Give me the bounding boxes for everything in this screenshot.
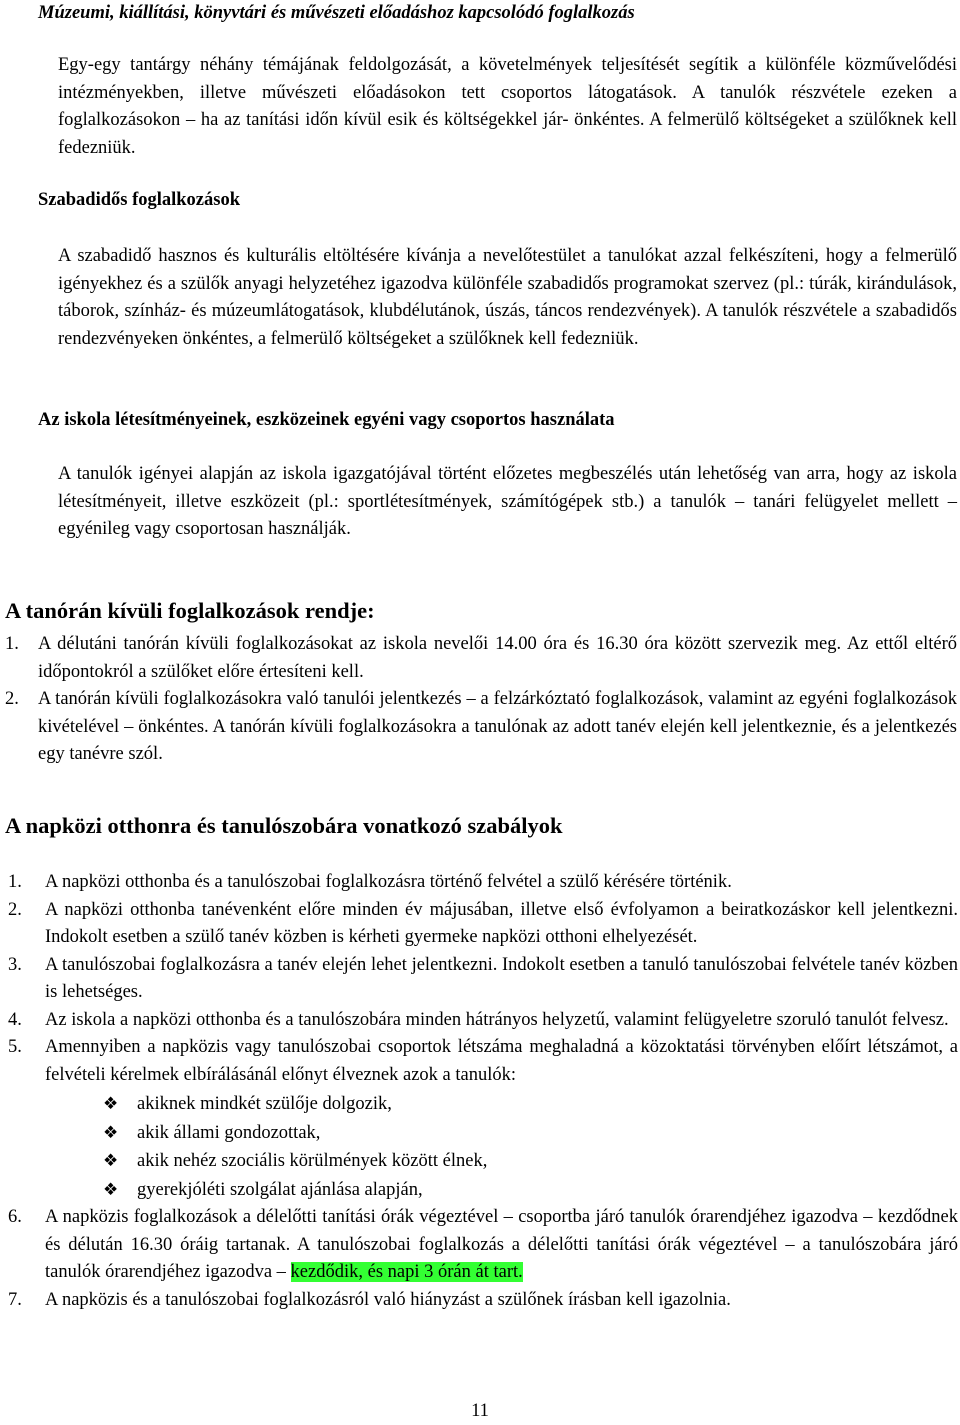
list-item-number: 1. [8, 872, 22, 892]
section-heading-facilities: Az iskola létesítményeinek, eszközeinek egyéni vagy csoportos használata [38, 410, 615, 430]
list-item [5, 631, 957, 686]
bullet-item [103, 1119, 958, 1148]
list-item-text: A napközis foglalkozások a délelőtti tanítási órák végeztével – csoportba járó tanulók órarendjéhez igazodva – kezdődnek és délután 16.30 óráig tartanak. A tanulószobai foglalkozás a délelőtti tanítási órák végeztével – a tanulószobára járó tanulók órarendjéhez igazodva – [45, 1207, 958, 1282]
diamond-bullet-icon: ❖ [103, 1122, 119, 1142]
list-item-text: Az iskola a napközi otthonba és a tanulószobára minden hátrányos helyzetű, valamint felügyeletre szoruló tanulót felvesz. [45, 1009, 949, 1030]
list-item-text: A tanulószobai foglalkozásra a tanév elején lehet jelentkezni. Indokolt esetben a tanuló tanulószobai felvétele tanév közben is lehetséges. [45, 954, 958, 1002]
list-item-text: A tanórán kívüli foglalkozásokra való tanulói jelentkezés – a felzárkóztató foglalkozások, valamint az egyéni foglalkozások kivételével – önkéntes. A tanórán kívüli foglalkozásokra a tanulónak az adott tanév elején kell jelentkeznie, és a jelentkezés egy tanévre szól. [38, 689, 957, 764]
list-item [5, 686, 957, 769]
list-item [8, 869, 958, 897]
list-item-number: 3. [8, 954, 22, 975]
list-item [8, 1007, 958, 1035]
section-heading-daycare: A napközi otthonra és tanulószobára vonatkozó szabályok [5, 813, 563, 838]
bullet-item [103, 1090, 958, 1119]
list-item-number: 4. [8, 1009, 22, 1030]
list-item-text: A délutáni tanórán kívüli foglalkozásokat az iskola nevelői 14.00 óra és 16.30 óra között szervezik meg. Az ettől eltérő időpontokról a szülőket előre értesíteni kell. [38, 634, 957, 682]
list-item-number: 5. [8, 1037, 22, 1057]
diamond-bullet-icon: ❖ [103, 1151, 119, 1170]
list-item-number: 2. [5, 689, 19, 709]
list-item [8, 897, 958, 952]
bullet-item [103, 1147, 958, 1176]
bullet-text: akiknek mindkét szülője dolgozik, [137, 1094, 392, 1114]
list-item-number: 6. [8, 1207, 22, 1227]
section-heading-free-time: Szabadidős foglalkozások [38, 190, 241, 210]
list-item [8, 1204, 958, 1287]
list-item-number: 7. [8, 1289, 22, 1310]
list-item-text: A napközi otthonba tanévenként előre minden év májusában, illetve első évfolyamon a beiratkozáskor kell jelentkezni. Indokolt esetben a szülő tanév közben is kérheti gyermeke napközi otthoni elhelyezését. [45, 899, 958, 947]
section-heading-order: A tanórán kívüli foglalkozások rendje: [5, 598, 375, 623]
diamond-bullet-icon: ❖ [103, 1179, 119, 1199]
bullet-item [103, 1176, 958, 1205]
daycare-list [8, 869, 958, 1314]
list-item [8, 1034, 958, 1204]
list-item-number: 2. [8, 899, 22, 920]
list-item [8, 952, 958, 1007]
list-item-text: Amennyiben a napközis vagy tanulószobai csoportok létszáma meghaladná a közoktatási törvényben előírt létszámot, a felvételi kérelmek elbírálásánál előnyt élveznek azok a tanulók: [45, 1037, 958, 1085]
page-number: 11 [471, 1401, 489, 1421]
list-item-text: A napközis és a tanulószobai foglalkozásról való hiányzást a szülőnek írásban kell igazolnia. [45, 1289, 731, 1310]
order-list [5, 631, 957, 769]
bullet-text: akik állami gondozottak, [137, 1122, 321, 1143]
diamond-bullet-icon: ❖ [103, 1094, 119, 1113]
list-item [8, 1287, 958, 1315]
paragraph-museum: Egy-egy tantárgy néhány témájának feldolgozását, a követelmények teljesítését segítik a különféle közművelődési intézményekben, illetve művészeti előadásokon tett csoportos látogatások. A tanulók részvétele ezeken a foglalkozásokon – ha az tanítási időn kívül esik és költségekkel jár- önkéntes. A felmerülő költségeket a szülőknek kell fedezniük. [58, 55, 957, 158]
section-heading-museum: Múzeumi, kiállítási, könyvtári és művészeti előadáshoz kapcsolódó foglalkozás [38, 3, 635, 23]
priority-criteria-list [103, 1090, 958, 1204]
paragraph-free-time: A szabadidő hasznos és kulturális eltöltésére kívánja a nevelőtestület a tanulókat azzal felkészíteni, hogy a felmerülő igényekhez és a szülők anyagi helyzetéhez igazodva különféle szabadidős programokat szervez (pl.: túrák, kirándulások, táborok, színház- és múzeumlátogatások, klubdélutánok, úszás, táncos rendezvények). A tanulók részvétele a szabadidős rendezvényeken önkéntes, a felmerülő költségeket a szülőknek kell fedezniük. [58, 246, 957, 349]
paragraph-facilities: A tanulók igényei alapján az iskola igazgatójával történt előzetes megbeszélés után lehetőség van arra, hogy az iskola létesítményeit, illetve eszközeit (pl.: sportlétesítmények, számítógépek stb.) a tanulók – tanári felügyelet mellett – egyénileg vagy csoportosan használják. [58, 464, 957, 539]
list-item-text: A napközi otthonba és a tanulószobai foglalkozásra történő felvétel a szülő kérésére történik. [45, 872, 732, 892]
highlighted-text: kezdődik, és napi 3 órán át tart. [290, 1262, 523, 1282]
list-item-number: 1. [5, 634, 19, 654]
bullet-text: gyerekjóléti szolgálat ajánlása alapján, [137, 1179, 423, 1200]
bullet-text: akik nehéz szociális körülmények között élnek, [137, 1151, 488, 1171]
